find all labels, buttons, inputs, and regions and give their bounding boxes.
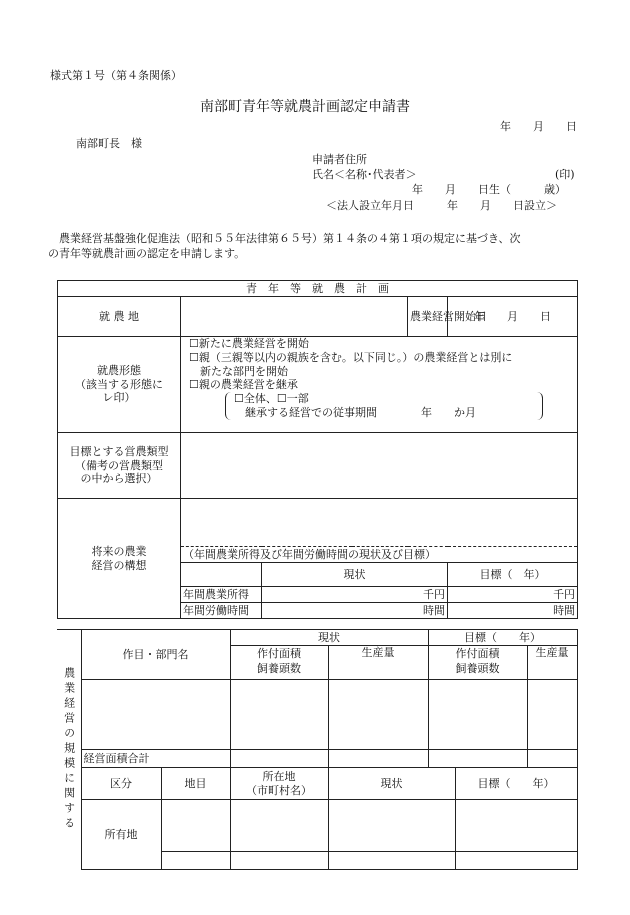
future-vision-field[interactable] — [181, 499, 578, 547]
inherit-scope-options[interactable]: ☐全体、☐一部 — [234, 392, 309, 405]
target-production-field[interactable] — [527, 680, 577, 750]
inherit-detail-bracket — [225, 392, 543, 420]
start-date-field[interactable]: 年 月 日 — [448, 297, 578, 337]
farming-type-label: 就農形態 — [97, 363, 141, 377]
start-date-label: 農業経営開始日 — [408, 297, 448, 337]
application-date: 年 月 日 — [500, 120, 577, 133]
scale-current-header: 現状 — [230, 630, 428, 646]
inherit-period: 継承する経営での従事期間 年 か月 — [234, 405, 476, 419]
land-location-header: 所在地 — [262, 769, 296, 783]
applicant-name-label: 氏名＜名称･代表者＞ — [312, 168, 417, 181]
annual-income-label: 年間農業所得 — [181, 587, 262, 603]
owned-land-target-field-2[interactable] — [455, 852, 577, 870]
intro-text-line-1: 農業経営基盤強化促進法（昭和５５年法律第６５号）第１４条の４第１項の規定に基づき、次 — [48, 232, 521, 245]
total-area-production[interactable] — [328, 750, 428, 768]
option-new-division-cont: 新たな部門を開始 — [189, 364, 288, 378]
owned-land-target-field[interactable] — [455, 800, 577, 852]
crop-item-field[interactable] — [81, 680, 230, 750]
farming-type-note: （該当する形態に — [75, 377, 163, 391]
annual-hours-current[interactable]: 時間 — [262, 603, 448, 619]
owned-land-location-field[interactable] — [230, 800, 328, 852]
total-area-current[interactable] — [230, 750, 328, 768]
plan-header: 青 年 等 就 農 計 画 — [58, 281, 578, 297]
addressee: 南部町長 様 — [76, 137, 142, 150]
scale-table — [57, 629, 578, 870]
current-area-header: 作付面積 — [230, 646, 328, 662]
owned-land-type-field-2[interactable] — [161, 852, 230, 870]
annual-hours-target[interactable]: 時間 — [448, 603, 578, 619]
farm-location-label: 就 農 地 — [58, 297, 181, 337]
option-new-division[interactable]: ☐親（三親等以内の親族を含む。以下同じ。）の農業経営とは別に — [189, 350, 513, 364]
land-target-header: 目標（ 年） — [455, 768, 577, 800]
owned-land-location-field-2[interactable] — [230, 852, 328, 870]
owned-land-current-field[interactable] — [328, 800, 455, 852]
target-livestock-header: 飼養頭数 — [428, 662, 527, 680]
seal-mark: (印) — [555, 168, 575, 181]
target-area-header: 作付面積 — [428, 646, 527, 662]
form-number: 様式第１号（第４条関係） — [50, 69, 182, 82]
income-corner-cell — [181, 563, 262, 587]
land-category-header: 区分 — [81, 768, 161, 800]
plan-table — [57, 280, 578, 619]
income-target-header: 目標（ 年） — [448, 563, 578, 587]
page-title: 南部町青年等就農計画認定申請書 — [200, 99, 410, 115]
target-farm-type-label: 目標とする営農類型 — [69, 444, 169, 458]
land-current-header: 現状 — [328, 768, 455, 800]
target-area-field[interactable] — [428, 680, 527, 750]
farming-type-note-2: レ印） — [102, 391, 136, 405]
land-location-note: （市町村名） — [246, 783, 312, 797]
current-production-field[interactable] — [328, 680, 428, 750]
intro-text-line-2: の青年等就農計画の認定を申請します。 — [48, 247, 246, 260]
income-current-header: 現状 — [262, 563, 448, 587]
current-livestock-header: 飼養頭数 — [230, 662, 328, 680]
land-type-header: 地目 — [161, 768, 230, 800]
owned-land-current-field-2[interactable] — [328, 852, 455, 870]
future-vision-label: 将来の農業 — [91, 544, 147, 558]
applicant-address-label: 申請者住所 — [312, 153, 367, 166]
target-production-header: 生産量 — [527, 646, 577, 680]
total-area-target-production[interactable] — [527, 750, 577, 768]
annual-income-current[interactable]: 千円 — [262, 587, 448, 603]
corporation-date-line: ＜法人設立年月日 年 月 日設立＞ — [326, 199, 557, 212]
annual-income-target[interactable]: 千円 — [448, 587, 578, 603]
target-farm-type-note: （備考の営農類型 — [75, 458, 163, 472]
scale-target-header: 目標（ 年） — [428, 630, 577, 646]
owned-land-type-field[interactable] — [161, 800, 230, 852]
scale-side-label: 農業経営の規模に関する — [62, 667, 76, 833]
income-hours-note: （年間農業所得及び年間労働時間の現状及び目標） — [181, 547, 578, 563]
annual-hours-label: 年間労働時間 — [181, 603, 262, 619]
target-farm-type-note-2: の中から選択） — [80, 472, 158, 486]
total-area-label: 経営面積合計 — [81, 750, 230, 768]
target-farm-type-field[interactable] — [181, 433, 578, 499]
owned-land-label: 所有地 — [81, 800, 161, 870]
scale-side-cell — [57, 630, 81, 870]
birth-date-line: 年 月 日生（ 歳） — [412, 183, 566, 196]
total-area-target[interactable] — [428, 750, 527, 768]
current-area-field[interactable] — [230, 680, 328, 750]
option-inherit[interactable]: ☐親の農業経営を継承 — [189, 378, 298, 392]
farm-location-field[interactable] — [181, 297, 408, 337]
crop-item-label: 作目・部門名 — [81, 630, 230, 680]
current-production-header: 生産量 — [328, 646, 428, 680]
option-new-farming[interactable]: ☐新たに農業経営を開始 — [189, 337, 309, 350]
future-vision-label-2: 経営の構想 — [91, 558, 147, 572]
